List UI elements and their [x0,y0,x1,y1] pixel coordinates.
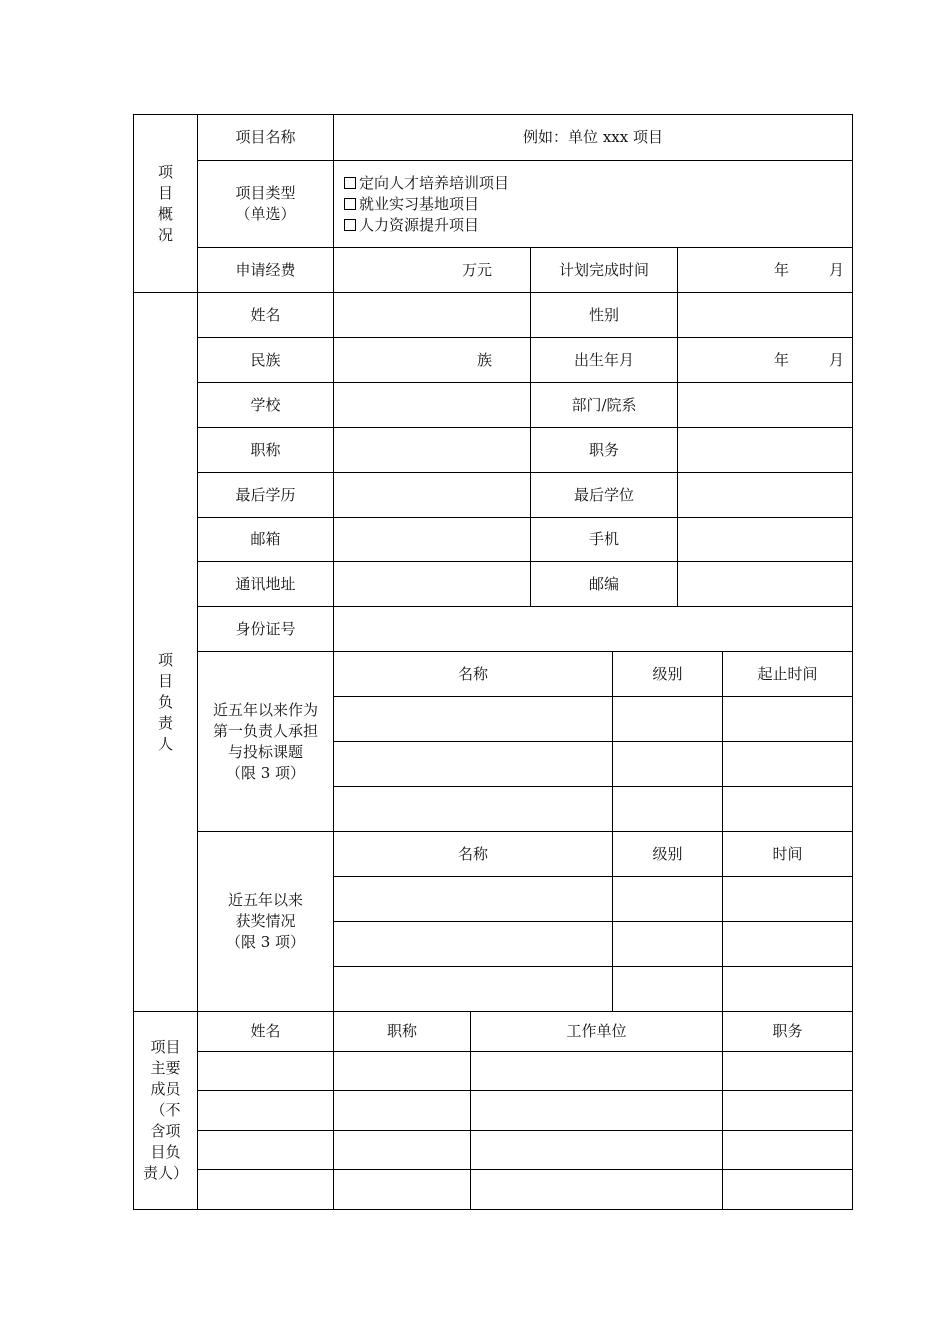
member-name-cell[interactable] [198,1170,334,1210]
education-label: 最后学历 [198,473,334,518]
projects-level-cell[interactable] [613,697,723,742]
project-name-field[interactable]: 例如：单位 xxx 项目 [334,115,853,161]
checkbox-icon[interactable] [344,198,356,210]
mobile-field[interactable] [678,518,853,562]
position-field[interactable] [678,428,853,473]
projects-level-cell[interactable] [613,742,723,787]
projects-period-cell[interactable] [723,742,853,787]
education-field[interactable] [334,473,531,518]
member-position-cell[interactable] [723,1170,853,1210]
checkbox-icon[interactable] [344,219,356,231]
postcode-field[interactable] [678,562,853,607]
awards-level-cell[interactable] [613,967,723,1012]
project-type-option[interactable]: 定向人才培养培训项目 [344,173,852,194]
email-label: 邮箱 [198,518,334,562]
project-type-option[interactable]: 人力资源提升项目 [344,215,852,236]
projects-level-cell[interactable] [613,787,723,832]
awards-time-cell[interactable] [723,967,853,1012]
awards-name-cell[interactable] [334,967,613,1012]
name-label: 姓名 [198,293,334,338]
members-header-title: 职称 [334,1012,471,1052]
member-employer-cell[interactable] [471,1131,723,1170]
member-position-cell[interactable] [723,1052,853,1091]
member-title-cell[interactable] [334,1091,471,1131]
birth-label: 出生年月 [531,338,678,383]
member-title-cell[interactable] [334,1170,471,1210]
awards-name-cell[interactable] [334,922,613,967]
awards-time-cell[interactable] [723,877,853,922]
birth-field[interactable]: 年 月 [678,338,853,383]
funding-label: 申请经费 [198,248,334,293]
projects-header-name: 名称 [334,652,613,697]
member-employer-cell[interactable] [471,1052,723,1091]
degree-label: 最后学位 [531,473,678,518]
table-row [134,1052,853,1091]
projects-label: 近五年以来作为 第一负责人承担 与投标课题 （限 3 项） [198,652,334,832]
awards-header-level: 级别 [613,832,723,877]
projects-name-cell[interactable] [334,697,613,742]
school-field[interactable] [334,383,531,428]
members-header-position: 职务 [723,1012,853,1052]
dept-field[interactable] [678,383,853,428]
awards-level-cell[interactable] [613,877,723,922]
position-label: 职务 [531,428,678,473]
members-header-name: 姓名 [198,1012,334,1052]
application-form [133,114,853,1210]
project-type-options [334,161,853,248]
overview-section-label: 项 目 概 况 [134,115,198,293]
awards-time-cell[interactable] [723,922,853,967]
projects-period-cell[interactable] [723,787,853,832]
funding-unit: 万元 [461,260,492,279]
name-field[interactable] [334,293,531,338]
member-employer-cell[interactable] [471,1170,723,1210]
member-position-cell[interactable] [723,1091,853,1131]
leader-section-label: 项 目 负 责 人 [134,293,198,1012]
gender-field[interactable] [678,293,853,338]
checkbox-icon[interactable] [344,177,356,189]
mobile-label: 手机 [531,518,678,562]
member-title-cell[interactable] [334,1052,471,1091]
member-name-cell[interactable] [198,1052,334,1091]
awards-header-time: 时间 [723,832,853,877]
members-section-label: 项目 主要 成员 （不 含项 目负 责人） [134,1012,198,1210]
postcode-label: 邮编 [531,562,678,607]
table-row [134,1170,853,1210]
table-row [134,1131,853,1170]
project-type-label: 项目类型 （单选） [198,161,334,248]
projects-name-cell[interactable] [334,742,613,787]
projects-name-cell[interactable] [334,787,613,832]
ethnicity-field[interactable]: 族 [334,338,531,383]
id-field[interactable] [334,607,853,652]
funding-field[interactable] [334,248,531,293]
address-label: 通讯地址 [198,562,334,607]
projects-header-period: 起止时间 [723,652,853,697]
address-field[interactable] [334,562,531,607]
project-name-label: 项目名称 [198,115,334,161]
gender-label: 性别 [531,293,678,338]
projects-period-cell[interactable] [723,697,853,742]
member-name-cell[interactable] [198,1131,334,1170]
members-header-employer: 工作单位 [471,1012,723,1052]
ethnicity-label: 民族 [198,338,334,383]
table-row [134,1091,853,1131]
plan-time-field[interactable]: 年 月 [678,248,853,293]
id-label: 身份证号 [198,607,334,652]
member-title-cell[interactable] [334,1131,471,1170]
member-employer-cell[interactable] [471,1091,723,1131]
plan-time-label: 计划完成时间 [531,248,678,293]
awards-level-cell[interactable] [613,922,723,967]
awards-name-cell[interactable] [334,877,613,922]
project-type-option[interactable]: 就业实习基地项目 [344,194,852,215]
title-label: 职称 [198,428,334,473]
email-field[interactable] [334,518,531,562]
awards-label: 近五年以来 获奖情况 （限 3 项） [198,832,334,1012]
dept-label: 部门/院系 [531,383,678,428]
member-position-cell[interactable] [723,1131,853,1170]
projects-header-level: 级别 [613,652,723,697]
awards-header-name: 名称 [334,832,613,877]
school-label: 学校 [198,383,334,428]
degree-field[interactable] [678,473,853,518]
member-name-cell[interactable] [198,1091,334,1131]
title-field[interactable] [334,428,531,473]
